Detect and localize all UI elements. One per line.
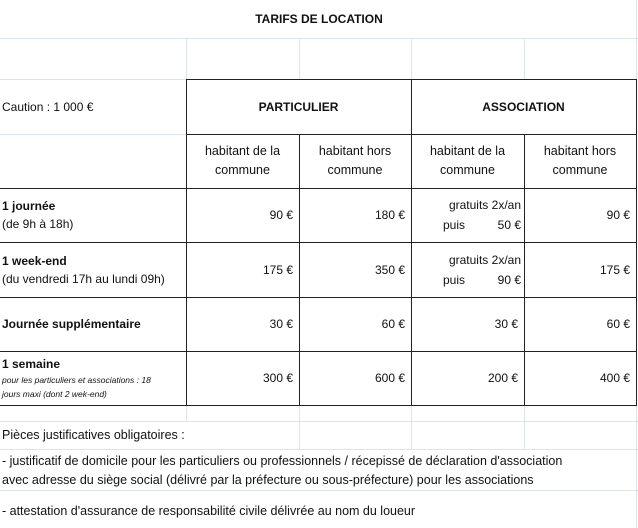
gridline <box>186 405 187 421</box>
subheader-line: commune <box>215 163 270 177</box>
group-header-particulier: PARTICULIER <box>258 99 339 114</box>
price-cell: 90 € <box>606 208 630 222</box>
free-note: gratuits 2x/an <box>448 252 521 267</box>
price-after: 90 € <box>497 272 521 287</box>
subheader-line: commune <box>440 163 495 177</box>
price-cell: 90 € <box>269 208 293 222</box>
documents-item-2: - attestation d'assurance de responsabilité civile délivrée au nom du loueur <box>2 504 416 518</box>
gridline <box>0 490 638 491</box>
row-title: 1 semaine <box>2 357 61 371</box>
gridline <box>411 405 412 449</box>
documents-heading: Pièces justificatives obligatoires : <box>2 428 185 442</box>
gridline <box>186 38 187 79</box>
gridline <box>0 134 186 135</box>
row-title: 1 week-end <box>2 253 67 268</box>
row-detail: (du vendredi 17h au lundi 09h) <box>2 271 165 286</box>
price-after: 50 € <box>497 218 521 232</box>
subheader-line: commune <box>552 163 608 177</box>
gridline <box>524 38 525 79</box>
price-cell <box>411 242 524 297</box>
price-cell: 175 € <box>599 262 630 277</box>
gridline <box>0 449 638 450</box>
subheader-particulier-resident <box>186 134 299 188</box>
subheader-particulier-nonresident <box>299 134 411 188</box>
row-note: jours maxi (dont 2 wek-end) <box>2 389 107 399</box>
table-row-label <box>0 351 186 405</box>
price-cell: 175 € <box>262 262 293 277</box>
price-cell: 30 € <box>269 317 293 331</box>
table-row-label <box>0 188 186 242</box>
price-cell: 60 € <box>381 317 405 331</box>
table-row-label: Journée supplémentaire <box>2 317 141 331</box>
gridline <box>411 38 412 79</box>
table-border <box>0 405 637 406</box>
group-header-association: ASSOCIATION <box>482 99 565 114</box>
subheader-line: habitant de la <box>204 144 281 158</box>
free-note: gratuits 2x/an <box>448 198 521 212</box>
gridline <box>524 405 525 449</box>
price-cell <box>411 188 524 242</box>
table-border <box>636 79 637 406</box>
subheader-line: habitant hors <box>543 144 617 158</box>
documents-item-line: - justificatif de domicile pour les particuliers ou professionnels / récepissé de déclaration d'association <box>2 454 563 468</box>
price-cell: 600 € <box>374 371 405 385</box>
price-cell: 180 € <box>374 208 405 222</box>
price-cell: 200 € <box>487 371 518 385</box>
page-title: TARIFS DE LOCATION <box>255 12 383 26</box>
row-note: pour les particuliers et associations : 18 <box>2 375 151 385</box>
gridline <box>299 38 300 79</box>
gridline <box>299 405 300 449</box>
row-title: 1 journée <box>2 199 56 213</box>
then-label: puis <box>443 218 466 232</box>
table-row-label <box>0 242 186 297</box>
gridline <box>0 38 638 39</box>
documents-item-line: avec adresse du siège social (délivré par la préfecture ou sous-préfecture) pour les associations <box>2 473 534 487</box>
subheader-association-resident <box>411 134 524 188</box>
price-cell: 60 € <box>606 317 630 331</box>
price-cell: 400 € <box>599 371 630 385</box>
caution-label: Caution : 1 000 € <box>2 99 94 114</box>
price-cell: 350 € <box>374 262 405 277</box>
subheader-association-nonresident <box>524 134 636 188</box>
subheader-line: habitant de la <box>429 144 506 158</box>
subheader-line: commune <box>327 163 383 177</box>
documents-item-1 <box>2 452 636 490</box>
price-cell: 30 € <box>494 317 518 331</box>
then-label: puis <box>443 272 466 287</box>
subheader-line: habitant hors <box>318 144 392 158</box>
price-cell: 300 € <box>262 371 293 385</box>
row-detail: (de 9h à 18h) <box>2 217 74 231</box>
